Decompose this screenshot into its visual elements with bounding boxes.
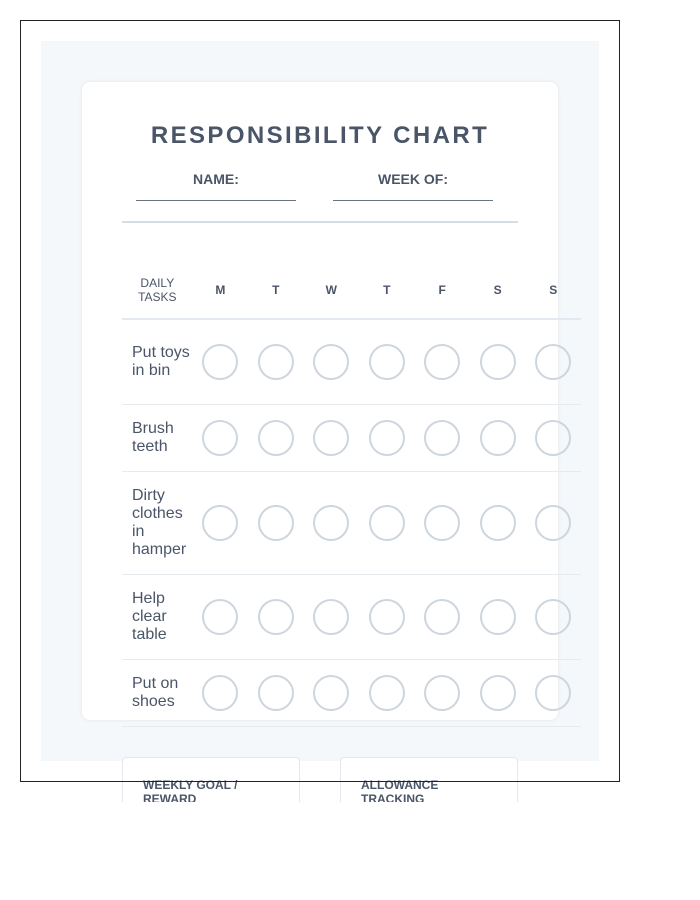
- checkbox-circle[interactable]: [535, 599, 571, 635]
- checkbox-circle[interactable]: [535, 505, 571, 541]
- checkbox-circle[interactable]: [369, 344, 405, 380]
- table-row: [122, 574, 581, 659]
- day-header-tuesday: T: [248, 262, 303, 319]
- checkbox-circle[interactable]: [202, 599, 238, 635]
- checkbox-circle[interactable]: [202, 505, 238, 541]
- checkbox-circle[interactable]: [424, 344, 460, 380]
- name-field[interactable]: [136, 200, 296, 201]
- weekly-goal-box[interactable]: [122, 757, 300, 802]
- checkbox-circle[interactable]: [313, 675, 349, 711]
- task-label: Brush teeth: [122, 404, 193, 471]
- checkbox-circle[interactable]: [535, 675, 571, 711]
- header-divider: [122, 221, 518, 223]
- week-of-field[interactable]: [333, 200, 493, 201]
- checkbox-circle[interactable]: [202, 420, 238, 456]
- checkbox-circle[interactable]: [313, 420, 349, 456]
- checkbox-circle[interactable]: [480, 344, 516, 380]
- checkbox-circle[interactable]: [535, 344, 571, 380]
- checkbox-circle[interactable]: [258, 505, 294, 541]
- checkbox-circle[interactable]: [313, 505, 349, 541]
- task-label: Put toys in bin: [122, 319, 193, 404]
- checkbox-circle[interactable]: [258, 675, 294, 711]
- allowance-tracking-label: ALLOWANCE TRACKING: [361, 778, 439, 802]
- checkbox-circle[interactable]: [480, 420, 516, 456]
- task-column-header: DAILY TASKS: [122, 262, 193, 319]
- day-header-friday: F: [414, 262, 469, 319]
- checkbox-circle[interactable]: [258, 344, 294, 380]
- day-header-saturday: S: [470, 262, 525, 319]
- checkbox-circle[interactable]: [258, 420, 294, 456]
- checkbox-circle[interactable]: [424, 420, 460, 456]
- task-label: Help clear table: [122, 574, 193, 659]
- checkbox-circle[interactable]: [202, 675, 238, 711]
- checkbox-circle[interactable]: [480, 599, 516, 635]
- checkbox-circle[interactable]: [369, 505, 405, 541]
- day-header-monday: M: [193, 262, 248, 319]
- task-label: Dirty clothes in hamper: [122, 471, 193, 574]
- name-label: NAME:: [193, 171, 239, 187]
- checkbox-circle[interactable]: [202, 344, 238, 380]
- checkbox-circle[interactable]: [369, 420, 405, 456]
- weekly-goal-label: WEEKLY GOAL / REWARD: [143, 778, 238, 802]
- day-header-sunday: S: [525, 262, 581, 319]
- allowance-tracking-box[interactable]: [340, 757, 518, 802]
- checkbox-circle[interactable]: [313, 599, 349, 635]
- checkbox-circle[interactable]: [480, 505, 516, 541]
- checkbox-circle[interactable]: [480, 675, 516, 711]
- checkbox-circle[interactable]: [369, 599, 405, 635]
- table-row: [122, 404, 581, 471]
- checkbox-circle[interactable]: [258, 599, 294, 635]
- table-row: [122, 319, 581, 404]
- table-row: [122, 659, 581, 726]
- table-header-row: [122, 262, 581, 319]
- checkbox-circle[interactable]: [535, 420, 571, 456]
- page-title: RESPONSIBILITY CHART: [150, 122, 490, 149]
- day-header-wednesday: W: [304, 262, 359, 319]
- checkbox-circle[interactable]: [369, 675, 405, 711]
- checkbox-circle[interactable]: [424, 675, 460, 711]
- checkbox-circle[interactable]: [313, 344, 349, 380]
- checkbox-circle[interactable]: [424, 505, 460, 541]
- day-header-thursday: T: [359, 262, 414, 319]
- table-row: [122, 471, 581, 574]
- checkbox-circle[interactable]: [424, 599, 460, 635]
- task-table: [122, 262, 581, 727]
- week-of-label: WEEK OF:: [378, 171, 448, 187]
- task-label: Put on shoes: [122, 659, 193, 726]
